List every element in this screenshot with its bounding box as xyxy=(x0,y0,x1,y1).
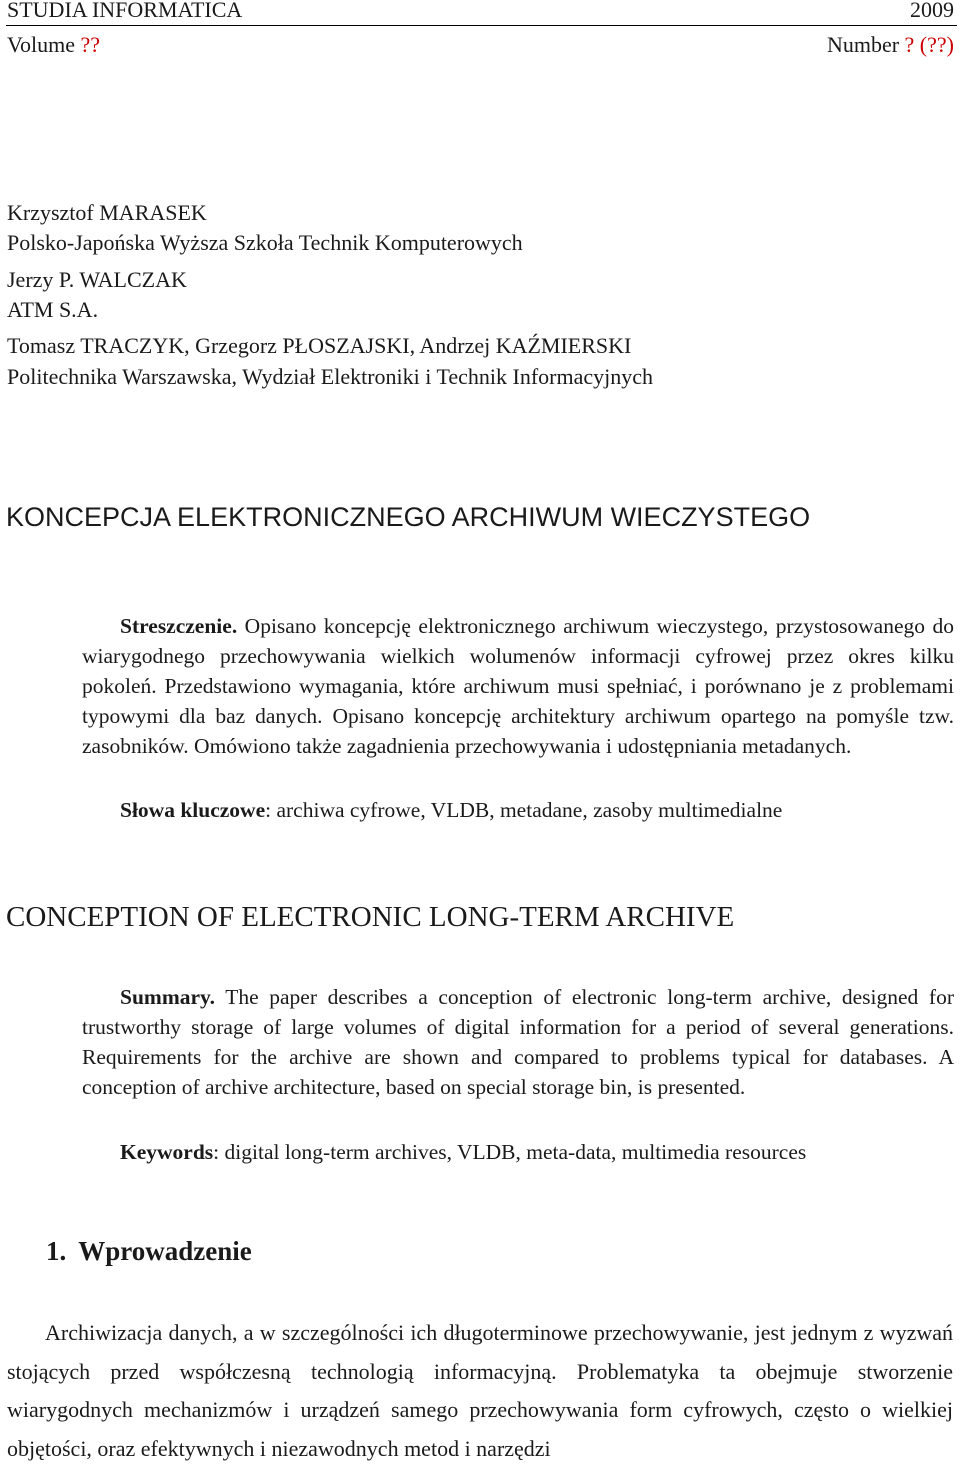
keywords-pl-label: Słowa kluczowe xyxy=(120,798,266,822)
volume-info xyxy=(7,32,100,58)
section-number: 1. xyxy=(46,1236,67,1266)
keywords-pl xyxy=(120,795,782,825)
abstract-pl xyxy=(82,611,954,761)
abstract-en-text: The paper describes a conception of electronic long-term archive, designed for trustworthy storage of large volumes of digital information for a period of several generations. Requirements for the archive are shown and compared to problems typical for databases. A conception of archive architecture, based on special storage bin, is presented. xyxy=(82,985,954,1099)
keywords-en xyxy=(120,1137,806,1167)
author-3-names: Tomasz TRACZYK, Grzegorz PŁOSZAJSKI, Andrzej KAŹMIERSKI xyxy=(7,333,632,358)
journal-name: STUDIA INFORMATICA xyxy=(7,0,243,22)
paper-title-en: CONCEPTION OF ELECTRONIC LONG-TERM ARCHIVE xyxy=(6,901,735,933)
number-label: Number xyxy=(826,32,905,57)
abstract-en xyxy=(82,982,954,1102)
author-3-affiliation: Politechnika Warszawska, Wydział Elektroniki i Technik Informacyjnych xyxy=(7,364,654,389)
section-heading xyxy=(46,1234,252,1268)
keywords-pl-text: : archiwa cyfrowe, VLDB, metadane, zasoby multimedialne xyxy=(265,798,783,822)
volume-label: Volume xyxy=(7,32,81,57)
number-info xyxy=(827,32,954,58)
author-1-names: Krzysztof MARASEK xyxy=(7,200,207,225)
section-body-text: Archiwizacja danych, a w szczególności ich długoterminowe przechowywanie, jest jednym z wyzwań stojących przed współczesną technologią informacyjną. Problematyka ta obejmuje stworzenie wiarygodnych mechanizmów i urządzeń samego przechowywania form cyfrowych, często o wielkiej objętości, oraz efektywnych i niezawodnych metod i narzędzi xyxy=(7,1320,953,1461)
author-1-affiliation: Polsko-Japońska Wyższa Szkoła Technik Komputerowych xyxy=(7,230,523,255)
keywords-en-label: Keywords xyxy=(120,1140,214,1164)
header-rule xyxy=(6,25,957,26)
abstract-en-label: Summary. xyxy=(120,985,215,1009)
number-value: ? (??) xyxy=(904,32,954,57)
journal-year: 2009 xyxy=(910,0,954,22)
keywords-en-text: : digital long-term archives, VLDB, meta-data, multimedia resources xyxy=(213,1140,807,1164)
section-title: Wprowadzenie xyxy=(78,1236,252,1266)
volume-value: ?? xyxy=(80,32,101,57)
author-2-names: Jerzy P. WALCZAK xyxy=(7,267,187,292)
abstract-pl-text: Opisano koncepcję elektronicznego archiwum wieczystego, przystosowanego do wiarygodnego przechowywania wielkich wolumenów informacji cyfrowej przez okres kilku pokoleń. Przedstawiono wymagania, które archiwum musi spełniać, i porównano je z problemami typowymi dla baz danych. Opisano koncepcję architektury archiwum opartego na pomyśle tzw. zasobników. Omówiono także zagadnienia przechowywania i udostępniania metadanych. xyxy=(82,614,954,758)
paper-title-pl: KONCEPCJA ELEKTRONICZNEGO ARCHIWUM WIECZYSTEGO xyxy=(6,502,811,532)
author-2-affiliation: ATM S.A. xyxy=(7,297,99,322)
abstract-pl-label: Streszczenie. xyxy=(120,614,238,638)
